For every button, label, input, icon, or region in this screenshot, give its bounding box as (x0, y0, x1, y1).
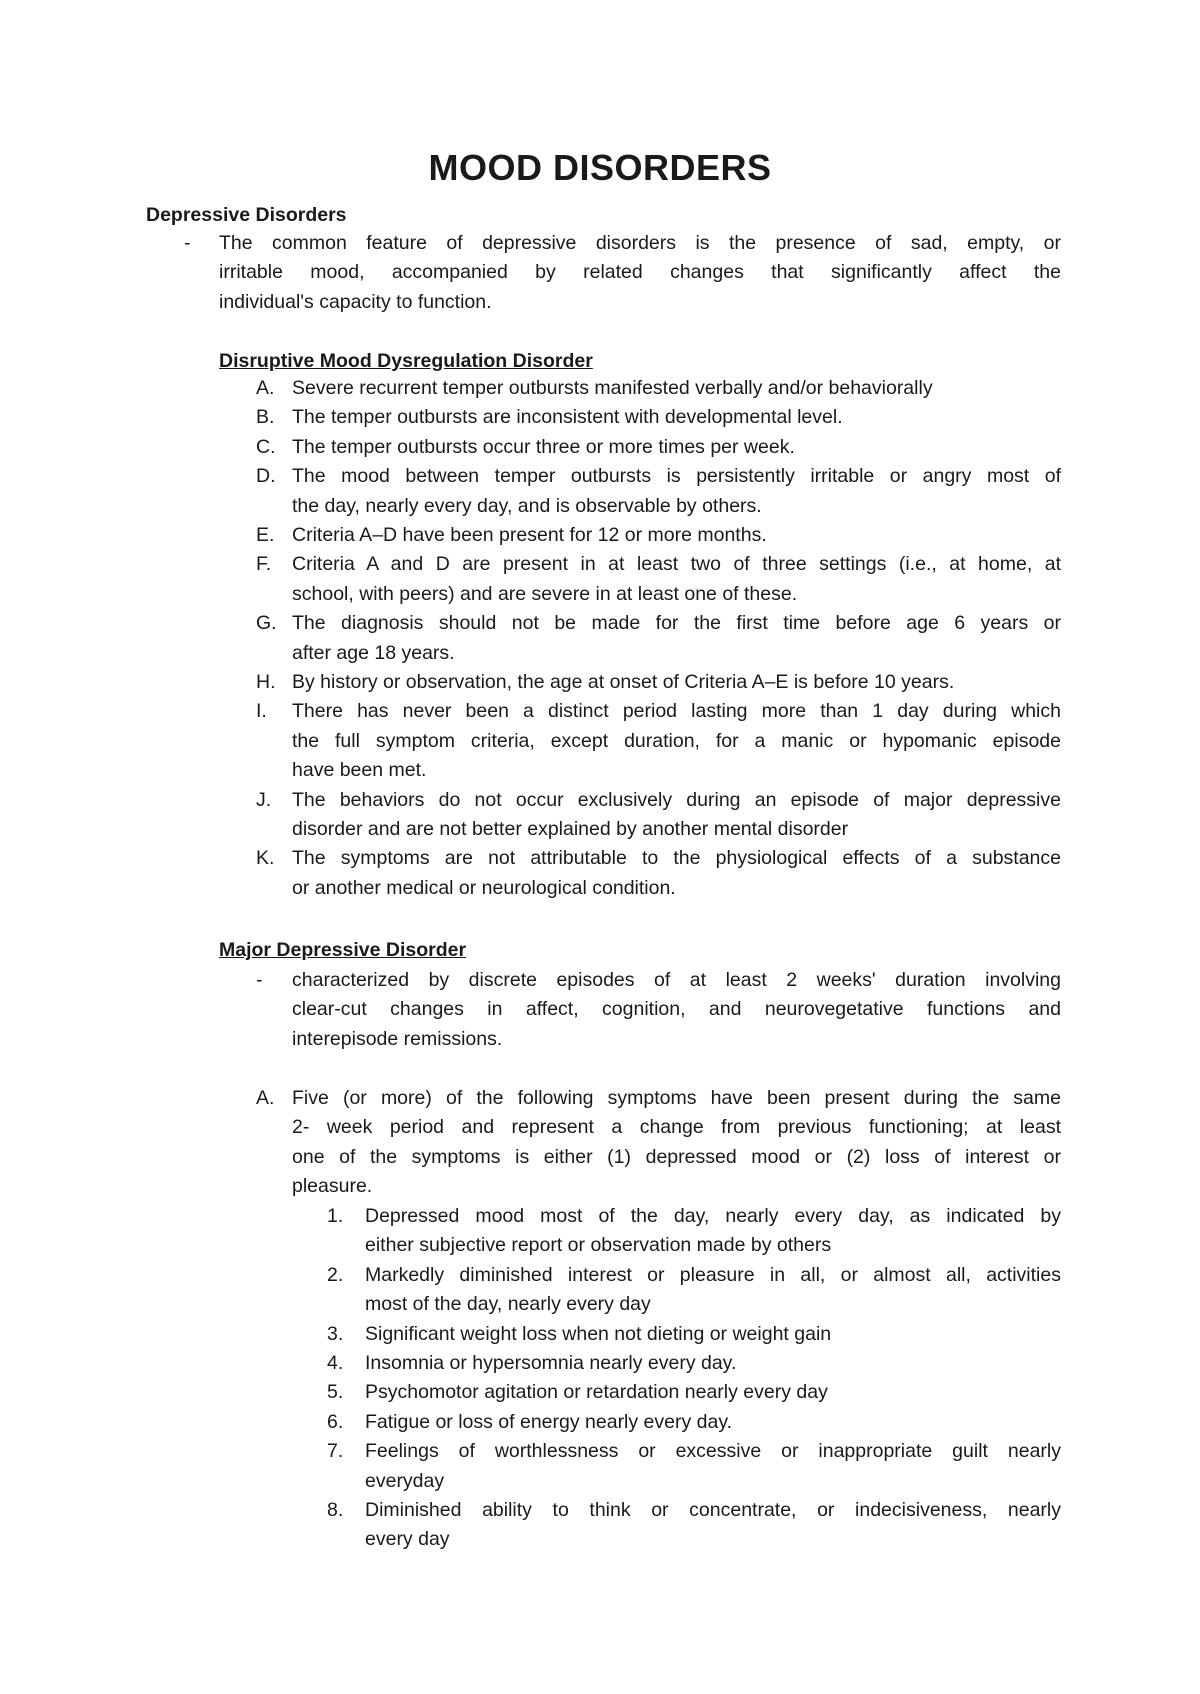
list-item (292, 403, 1061, 432)
depressive-disorders-heading: Depressive Disorders (146, 204, 347, 226)
list-marker: J. (256, 788, 272, 811)
text-line: 2- week period and represent a change from previous functioning; at least (292, 1116, 1061, 1139)
list-marker: 8. (327, 1499, 344, 1521)
text-line: The common feature of depressive disorders is the presence of sad, empty, or (219, 232, 1061, 254)
text-line: interepisode remissions. (292, 1027, 503, 1050)
text-line: every day (365, 1528, 450, 1551)
text-line: after age 18 years. (292, 641, 455, 664)
list-marker: 2. (327, 1263, 344, 1286)
page-title: MOOD DISORDERS (428, 147, 772, 188)
list-item (365, 1261, 1061, 1320)
list-marker: K. (256, 847, 275, 870)
text-line: Feelings of worthlessness or excessive or inappropriate guilt nearly (365, 1440, 1061, 1463)
list-item (292, 550, 1061, 609)
text-line: one of the symptoms is either (1) depressed mood or (2) loss of interest or (292, 1145, 1061, 1168)
list-item (365, 1349, 1061, 1378)
list-item (292, 609, 1061, 668)
text-line: Diminished ability to think or concentrate, or indecisiveness, nearly (365, 1499, 1061, 1521)
text-line: pleasure. (292, 1175, 373, 1198)
mdd-definition (292, 966, 1061, 1054)
text-line: have been met. (292, 759, 427, 782)
text-line: everyday (365, 1469, 445, 1492)
list-marker: I. (256, 700, 267, 723)
text-line: Significant weight loss when not dieting or weight gain (365, 1322, 832, 1345)
list-item (292, 433, 1061, 462)
list-item (292, 521, 1061, 550)
list-marker: B. (256, 406, 275, 429)
text-line: school, with peers) and are severe in at least one of these. (292, 582, 798, 605)
list-item (365, 1202, 1061, 1261)
text-line: The diagnosis should not be made for the first time before age 6 years or (292, 612, 1061, 635)
text-line: Fatigue or loss of energy nearly every day. (365, 1410, 733, 1433)
list-marker: 6. (327, 1410, 344, 1433)
list-marker: D. (256, 465, 276, 488)
list-item (365, 1320, 1061, 1349)
list-item (365, 1437, 1061, 1496)
list-marker: E. (256, 524, 275, 546)
list-marker: 7. (327, 1440, 344, 1463)
list-item (292, 844, 1061, 903)
list-item (292, 462, 1061, 521)
text-line: Insomnia or hypersomnia nearly every day. (365, 1352, 737, 1374)
list-item (365, 1496, 1061, 1555)
list-item (292, 786, 1061, 845)
text-line: Psychomotor agitation or retardation nearly every day (365, 1381, 828, 1404)
list-item (365, 1408, 1061, 1437)
list-marker: 3. (327, 1322, 344, 1345)
list-marker: C. (256, 435, 276, 458)
list-marker: A. (256, 377, 275, 399)
text-line: characterized by discrete episodes of at least 2 weeks' duration involving (292, 969, 1061, 991)
list-marker: F. (256, 553, 272, 576)
text-line: Five (or more) of the following symptoms have been present during the same (292, 1087, 1061, 1109)
text-line: the full symptom criteria, except duration, for a manic or hypomanic episode (292, 729, 1061, 752)
depressive-definition (219, 229, 1061, 317)
text-line: most of the day, nearly every day (365, 1293, 651, 1316)
text-line: clear-cut changes in affect, cognition, and neurovegetative functions and (292, 998, 1061, 1021)
list-item (365, 1378, 1061, 1407)
bullet-marker: - (184, 232, 191, 254)
text-line: The temper outbursts occur three or more times per week. (292, 435, 795, 458)
text-line: or another medical or neurological condition. (292, 876, 676, 899)
text-line: disorder and are not better explained by another mental disorder (292, 817, 849, 840)
text-line: individual's capacity to function. (219, 290, 492, 313)
criterion-marker: A. (256, 1087, 275, 1109)
text-line: By history or observation, the age at onset of Criteria A–E is before 10 years. (292, 671, 955, 693)
text-line: Criteria A and D are present in at least two of three settings (i.e., at home, at (292, 553, 1061, 576)
list-marker: G. (256, 612, 277, 635)
mdd-heading: Major Depressive Disorder (219, 939, 467, 961)
list-marker: H. (256, 671, 276, 693)
list-item (292, 668, 1061, 697)
list-item (292, 697, 1061, 785)
dmdd-heading: Disruptive Mood Dysregulation Disorder (219, 350, 593, 372)
text-line: The temper outbursts are inconsistent with developmental level. (292, 406, 843, 429)
bullet-marker: - (256, 969, 263, 991)
text-line: Criteria A–D have been present for 12 or more months. (292, 524, 767, 546)
text-line: Markedly diminished interest or pleasure in all, or almost all, activities (365, 1263, 1061, 1286)
list-marker: 4. (327, 1352, 344, 1374)
list-marker: 1. (327, 1205, 344, 1227)
mdd-criterion-a (292, 1084, 1061, 1202)
list-marker: 5. (327, 1381, 344, 1404)
text-line: either subjective report or observation made by others (365, 1234, 832, 1257)
text-line: the day, nearly every day, and is observable by others. (292, 494, 762, 517)
text-line: irritable mood, accompanied by related changes that significantly affect the (219, 261, 1061, 284)
list-item (292, 374, 1061, 403)
text-line: The mood between temper outbursts is persistently irritable or angry most of (292, 465, 1061, 488)
text-line: The symptoms are not attributable to the physiological effects of a substance (292, 847, 1061, 870)
text-line: Depressed mood most of the day, nearly every day, as indicated by (365, 1205, 1061, 1227)
text-line: The behaviors do not occur exclusively during an episode of major depressive (292, 788, 1061, 811)
text-line: Severe recurrent temper outbursts manifested verbally and/or behaviorally (292, 377, 933, 399)
text-line: There has never been a distinct period lasting more than 1 day during which (292, 700, 1061, 723)
